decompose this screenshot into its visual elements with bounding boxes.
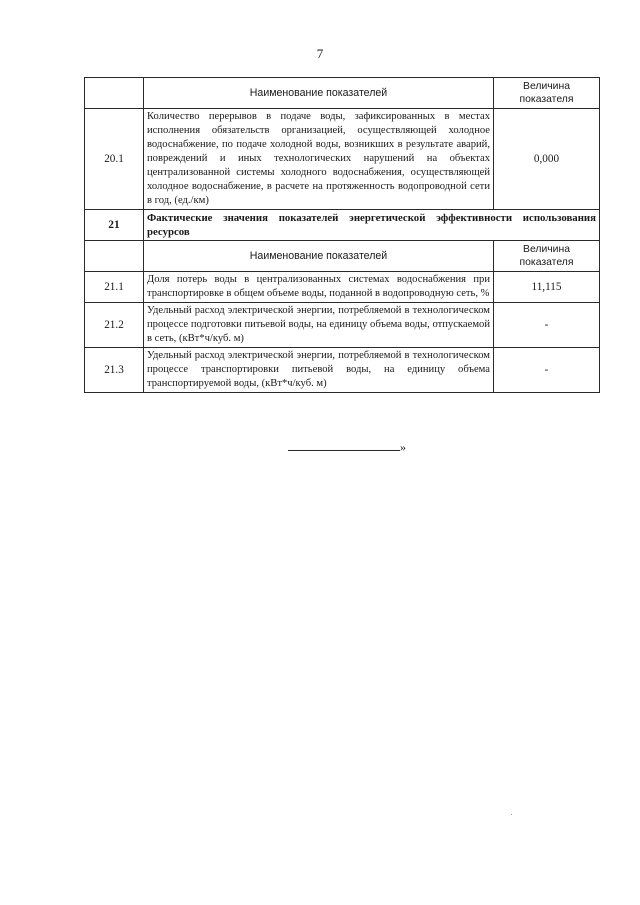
table-header-row bbox=[85, 78, 600, 109]
header-value-cell: Величина показателя bbox=[494, 78, 600, 109]
row-number: 21.1 bbox=[85, 272, 144, 303]
section-number: 21 bbox=[85, 210, 144, 241]
closing-quote: » bbox=[400, 440, 406, 454]
row-number: 20.1 bbox=[85, 109, 144, 210]
header-name-cell: Наименование показателей bbox=[144, 241, 494, 272]
row-value: - bbox=[494, 303, 600, 348]
table-row bbox=[85, 303, 600, 348]
row-description: Доля потерь воды в централизованных системах водоснабжения при транспортировке в общем объеме воды, поданной в водопроводную сеть, % bbox=[144, 272, 494, 303]
row-number: 21.2 bbox=[85, 303, 144, 348]
row-description: Удельный расход электрической энергии, потребляемой в технологическом процессе подготовки питьевой воды, на единицу объема воды, отпускаемой в сеть, (кВт*ч/куб. м) bbox=[144, 303, 494, 348]
section-title: Фактические значения показателей энергетической эффективности использования ресурсов bbox=[144, 210, 600, 241]
row-value: 0,000 bbox=[494, 109, 600, 210]
header-number-cell bbox=[85, 241, 144, 272]
header-value-cell: Величина показателя bbox=[494, 241, 600, 272]
header-name-cell: Наименование показателей bbox=[144, 78, 494, 109]
page-number: 7 bbox=[316, 46, 324, 61]
row-value: - bbox=[494, 348, 600, 393]
row-description: Удельный расход электрической энергии, потребляемой в технологическом процессе транспортировки питьевой воды, на единицу объема транспортируемой воды, (кВт*ч/куб. м) bbox=[144, 348, 494, 393]
signature-underline bbox=[288, 440, 400, 451]
table-row bbox=[85, 272, 600, 303]
header-number-cell bbox=[85, 78, 144, 109]
row-description: Количество перерывов в подаче воды, зафиксированных в местах исполнения обязательств организацией, осуществляющей холодное водоснабжение, по подаче холодной воды, возникших в результате аварий, повреждений и иных технологических нарушений на объектах централизованной системы холодного водоснабжения, осуществляющей холодное водоснабжение, в расчете на протяженность водопроводной сети в год, (ед./км) bbox=[144, 109, 494, 210]
scan-speck bbox=[511, 814, 512, 815]
row-number: 21.3 bbox=[85, 348, 144, 393]
closing-line bbox=[288, 440, 406, 455]
table-row bbox=[85, 348, 600, 393]
section-row bbox=[85, 210, 600, 241]
table-header-row bbox=[85, 241, 600, 272]
table-row bbox=[85, 109, 600, 210]
row-value: 11,115 bbox=[494, 272, 600, 303]
indicators-table bbox=[84, 77, 600, 393]
